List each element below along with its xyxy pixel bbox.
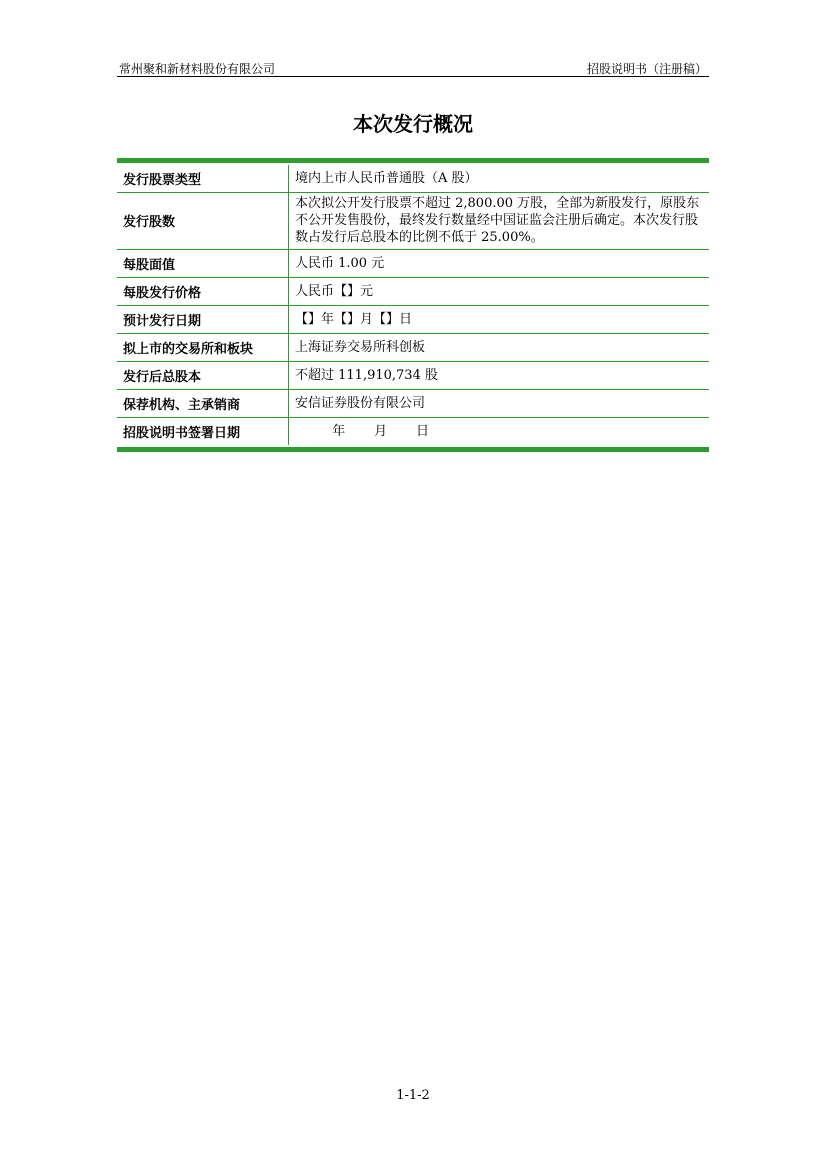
header-company-name: 常州聚和新材料股份有限公司	[119, 62, 276, 76]
row-label-issue-date: 预计发行日期	[117, 305, 289, 333]
row-value-exchange-board: 上海证券交易所科创板	[289, 333, 710, 361]
page-header	[117, 58, 709, 77]
row-label-stock-type: 发行股票类型	[117, 165, 289, 192]
row-label-share-count: 发行股数	[117, 192, 289, 249]
table-row	[117, 417, 709, 445]
header-document-type: 招股说明书（注册稿）	[586, 62, 707, 76]
row-label-par-value: 每股面值	[117, 249, 289, 277]
row-label-sign-date: 招股说明书签署日期	[117, 417, 289, 445]
table-row	[117, 305, 709, 333]
row-label-sponsor: 保荐机构、主承销商	[117, 389, 289, 417]
table-row	[117, 389, 709, 417]
offering-summary-table	[117, 158, 709, 452]
row-label-total-shares: 发行后总股本	[117, 361, 289, 389]
row-value-par-value: 人民币 1.00 元	[289, 249, 710, 277]
table-row	[117, 192, 709, 249]
row-value-sponsor: 安信证券股份有限公司	[289, 389, 710, 417]
table-bottom-rule-thick	[117, 448, 709, 452]
table-top-rule-thin	[117, 162, 709, 163]
table-row	[117, 165, 709, 192]
table-row	[117, 361, 709, 389]
row-value-issue-date: 【】年【】月【】日	[289, 305, 710, 333]
summary-table	[117, 165, 709, 445]
page-title: 本次发行概况	[353, 112, 473, 136]
row-value-stock-type: 境内上市人民币普通股（A 股）	[295, 170, 478, 186]
row-value-share-count: 本次拟公开发行股票不超过 2,800.00 万股，全部为新股发行，原股东不公开发售股份，最终发行数量经中国证监会注册后确定。本次发行股数占发行后总股本的比例不低于 25.00%。	[289, 192, 710, 249]
table-row	[117, 249, 709, 277]
row-value-issue-price: 人民币【】元	[289, 277, 710, 305]
row-value-sign-date: 年 月 日	[289, 417, 710, 445]
table-row	[117, 333, 709, 361]
row-label-issue-price: 每股发行价格	[117, 277, 289, 305]
page-number: 1-1-2	[396, 1088, 430, 1103]
row-label-exchange-board: 拟上市的交易所和板块	[117, 333, 289, 361]
table-row	[117, 277, 709, 305]
row-value-total-shares: 不超过 111,910,734 股	[289, 361, 710, 389]
